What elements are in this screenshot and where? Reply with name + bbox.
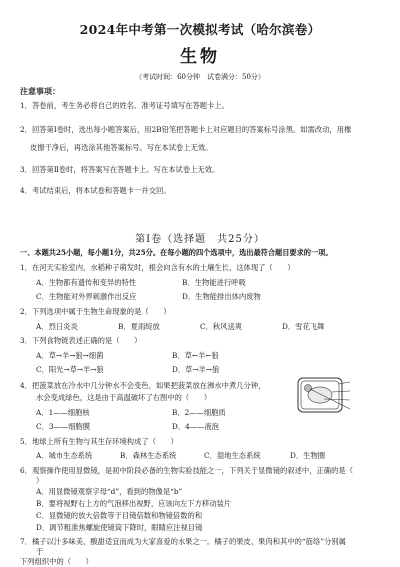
question-6-option-d: D．调节粗准焦螺旋使镜筒下降时，眼睛应注视目镜 [36, 523, 203, 532]
question-5-option-d: D．生物圈 [290, 451, 326, 460]
question-3-option-b: B．草←羊←狼 [172, 351, 219, 360]
notice-heading: 注意事项： [20, 86, 60, 96]
exam-meta: （考试时间：60分钟 试卷满分：50分） [135, 73, 265, 81]
question-1-option-a: A．生物都有遗传和变异的特性 [36, 278, 137, 287]
question-4-option-c: C．3——细胞膜 [36, 422, 91, 431]
notice-line-3: 皮擦干净后，再选涂其他答案标号。写在本试卷上无效。 [30, 143, 213, 152]
section-title: 第Ⅰ卷（选择题 共25分） [135, 234, 265, 245]
subject-title: 生物 [180, 47, 220, 67]
question-3-stem: 3．下列食物链表述正确的是（ ） [20, 336, 142, 345]
question-3-option-c: C．阳光→草→羊→狼 [36, 365, 104, 374]
question-2-option-d: D．雪花飞舞 [282, 322, 325, 331]
question-2-option-c: C．秋风送爽 [200, 322, 243, 331]
question-5-stem: 5．地球上所有生物与其生存环境构成了（ ） [20, 437, 178, 446]
notice-line-4: 3．回答第Ⅱ卷时，将答案写在答题卡上。写在本试卷上无效。 [20, 165, 220, 174]
question-6-option-a: A．用显微镜观察字母“d”，看到的物像是“b” [36, 487, 183, 496]
question-4-stem-continued: 水会变成绿色，这是由于高温破坏了右图中的（ ） [36, 393, 212, 402]
question-3-option-a: A．草→羊→狼→细菌 [36, 351, 104, 360]
question-6-option-b: B．要将视野右上方的气泡移出视野，应该向左下方移动装片 [36, 499, 232, 508]
question-1-option-b: B．生物能进行呼吸 [182, 278, 246, 287]
question-3-option-d: D．草→羊→狼 [172, 365, 220, 374]
question-2-option-a: A．烈日炎炎 [36, 322, 78, 331]
question-2-option-b: B．夏雨绽放 [118, 322, 160, 331]
question-4-option-b: B．2——细胞质 [172, 408, 226, 417]
question-1-stem: 1．在河天实验室内，水稻种子萌发时，根会向含有水的土壤生长，这体现了（ ） [20, 263, 295, 272]
notice-line-5: 4．考试结束后，将本试卷和答题卡一并交回。 [20, 186, 171, 195]
question-5-option-c: C．湿地生态系统 [204, 451, 261, 460]
notice-line-2: 2．回答第Ⅰ卷时，选出每小题答案后，用2B铅笔把答题卡上对应题目的答案标号涂黑。如需改动，用橡 [20, 125, 352, 134]
question-6-option-c: C．显微镜的放大倍数等于目镜倍数和物镜倍数的和 [36, 511, 203, 520]
question-1-option-c: C．生物能对外界刺激作出反应 [36, 292, 137, 301]
exam-title: 2024年中考第一次模拟考试（哈尔滨卷） [79, 22, 321, 37]
question-6-stem-continued: ） [36, 476, 44, 485]
question-5-option-a: A．城市生态系统 [36, 451, 93, 460]
notice-line-1: 1．答卷前，考生务必将自己的姓名、准考证号填写在答题卡上。 [20, 101, 229, 110]
question-6-stem: 6．观察操作使用显微镜，是初中阶段必备的生物实验技能之一，下列关于显微镜的叙述中，正确的是（ [20, 466, 353, 475]
section-intro: 一、本题共25小题，每小题1分，共25分。在每小题的四个选项中，选出最符合题目要求的一项。 [20, 248, 333, 257]
question-4-stem: 4．把菠菜放在冷水中几分钟水不会变色，如果把菠菜放在沸水中煮几分钟， [20, 381, 266, 390]
question-4-option-a: A．1——细胞核 [36, 408, 90, 417]
question-7-stem-continued: 于 [36, 547, 44, 556]
question-4-option-d: D．4——液泡 [172, 422, 219, 431]
question-5-option-b: B．森林生态系统 [120, 451, 177, 460]
question-2-stem: 2．下列选项中属于生物生命现象的是（ ） [20, 307, 171, 316]
plant-cell-diagram [294, 372, 358, 418]
question-1-option-d: D．生物能排出体内废物 [182, 292, 261, 301]
question-7-stem-end: 下列组织中的（ ） [20, 557, 93, 566]
question-7-stem: 7．橘子以汁多味美、酸甜适宜而成为大家喜爱的水果之一。橘子的果皮、果肉和其中的“筋络”分别属 [20, 537, 346, 546]
